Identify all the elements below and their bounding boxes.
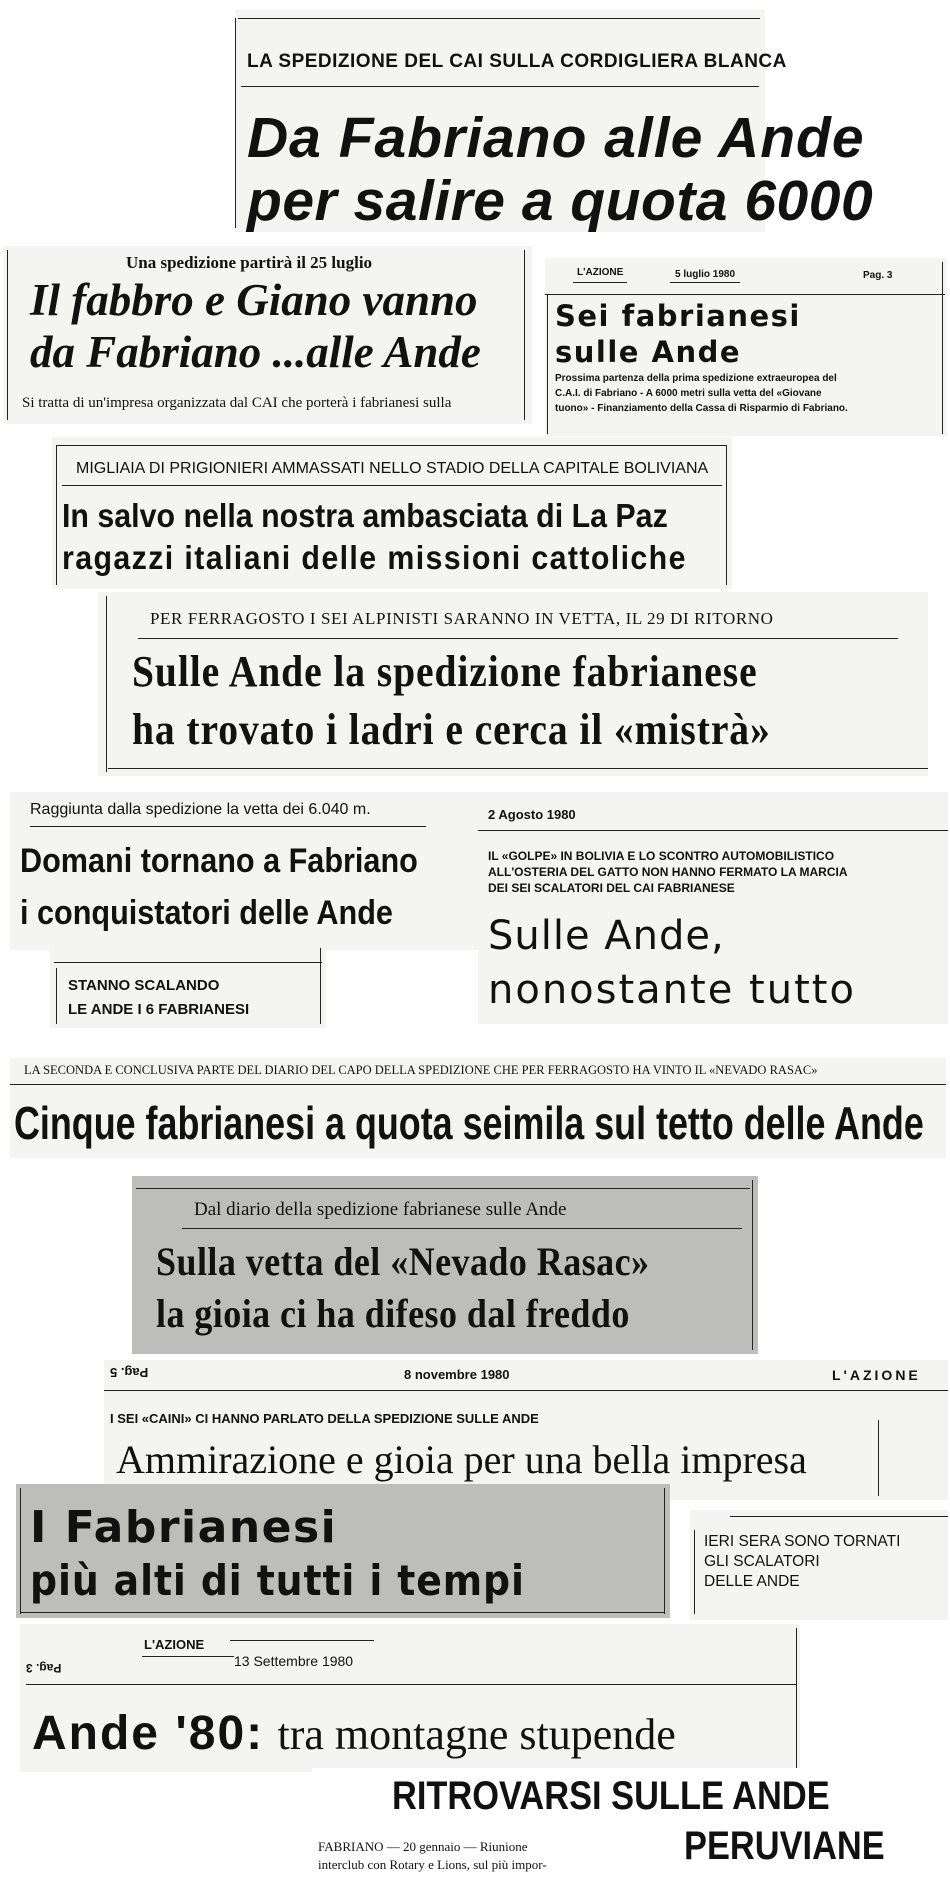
clipping-in-salvo-la-paz [52,437,732,589]
date: 5 luglio 1980 [675,269,736,280]
clipping-nevado-rasac [132,1176,758,1354]
top-rule [54,962,322,963]
body-text: Si tratta di un'impresa organizzata dal CAI che porterà i fabrianesi sulla [22,395,452,411]
headline-line-2: nonostante tutto [488,967,856,1013]
masthead-underline [142,1656,234,1657]
masthead: L'AZIONE [144,1637,205,1652]
body-line-2: C.A.I. di Fabriano - A 6000 metri sulla vetta del «Giovane [555,388,822,399]
headline-line-2: ragazzi italiani delle missioni cattoliche [62,539,687,576]
clipping-domani-tornano [10,792,478,950]
top-rule [730,1516,948,1517]
clipping-ritrovarsi [312,1768,932,1880]
date: 13 Settembre 1980 [234,1653,354,1669]
headline [32,1707,676,1760]
page-number: Pag. 3 [863,270,893,281]
headline-line-1: Il fabbro e Giano vanno [30,275,478,325]
kicker: LA SPEDIZIONE DEL CAI SULLA CORDIGLIERA BLANCA [247,51,787,72]
left-rule [56,968,57,1024]
headline: Cinque fabrianesi a quota seimila sul tetto delle Ande [14,1097,924,1149]
kicker-rule [182,1228,742,1229]
headline-line-2: più alti di tutti i tempi [30,1556,525,1605]
masthead: L'AZIONE [577,267,624,278]
bottom-rule [20,1612,664,1613]
left-rule [106,596,107,772]
headline-line-2: da Fabriano ...alle Ande [30,327,481,377]
body-line-3: tuono» - Finanziamento della Cassa di Risparmio di Fabriano. [555,403,848,414]
kicker-rule [138,638,898,639]
clipping-i-fabrianesi [16,1484,670,1618]
clipping-sei-fabrianesi [545,258,947,436]
headline-line-2: la gioia ci ha difeso dal freddo [156,1291,630,1336]
line-3: DELLE ANDE [704,1573,800,1590]
date: 2 Agosto 1980 [488,807,576,822]
top-rule [56,445,726,446]
clipping-ieri-sera [690,1510,948,1620]
kicker-line-3: DEI SEI SCALATORI DEL CAI FABRIANESE [488,881,735,895]
kicker: MIGLIAIA DI PRIGIONIERI AMMASSATI NELLO STADIO DELLA CAPITALE BOLIVIANA [76,460,709,477]
side-rule [7,250,8,420]
date: 8 novembre 1980 [404,1367,510,1382]
headline-line-2: ha trovato i ladri e cerca il «mistrà» [132,705,771,754]
page-number [26,1662,61,1674]
kicker: Dal diario della spedizione fabrianese sulle Ande [194,1199,567,1220]
right-rule [664,1488,665,1614]
masthead: L'AZIONE [832,1367,921,1383]
kicker-rule [241,86,759,87]
right-rule [878,1420,879,1496]
page-number-text: Pag. 3 [26,1661,62,1675]
headline-rest: tra montagne stupende [277,1710,676,1759]
right-rule [942,262,943,434]
line-1: STANNO SCALANDO [68,977,220,994]
right-rule [796,1628,797,1768]
headline-line-2: i conquistatori delle Ande [20,894,393,932]
clipping-il-fabbro-e-giano [4,246,532,424]
clipping-ammirazione-e-gioia [104,1360,948,1500]
page-number-text: Pag. 5 [110,1365,149,1380]
headline-line-1: RITROVARSI SULLE ANDE [392,1774,830,1818]
kicker: I SEI «CAINI» CI HANNO PARLATO DELLA SPEDIZIONE SULLE ANDE [110,1411,539,1426]
clipping-stanno-scalando [50,944,326,1028]
header-rule [545,294,945,295]
headline-line-1: Da Fabriano alle Ande [247,106,865,170]
bottom-rule [108,768,928,769]
header-rule [104,1390,948,1391]
masthead-underline [573,282,627,283]
header-rule [26,1684,796,1685]
kicker: Raggiunta dalla spedizione la vetta dei 6.040 m. [30,801,371,818]
headline-line-2: per salire a quota 6000 [247,169,874,233]
headline-line-1: I Fabrianesi [30,1502,338,1553]
headline-line-2: sulle Ande [555,335,742,369]
clipping-sulle-ande-ladri-mistra [98,592,928,776]
left-rule [547,294,548,434]
headline-bold: Ande '80: [32,1707,265,1760]
date-underline [230,1640,374,1641]
kicker: Una spedizione partirà il 25 luglio [126,253,373,272]
body-line-2: interclub con Rotary e Lions, sul più impor- [318,1857,547,1872]
kicker-rule [10,1084,946,1085]
headline-line-1: Domani tornano a Fabriano [20,842,418,880]
headline-line-1: Sulle Ande, [488,913,725,959]
kicker: PER FERRAGOSTO I SEI ALPINISTI SARANNO IN VETTA, IL 29 DI RITORNO [150,609,774,628]
line-2: LE ANDE I 6 FABRIANESI [68,1001,250,1018]
headline-line-1: In salvo nella nostra ambasciata di La Paz [62,497,668,534]
side-rule [235,18,236,228]
top-rule [238,18,760,19]
top-rule [136,1188,750,1189]
headline-line-2: PERUVIANE [684,1824,885,1868]
kicker-line-1: IL «GOLPE» IN BOLIVIA E LO SCONTRO AUTOMOBILISTICO [488,849,835,863]
clipping-cinque-fabrianesi [10,1058,946,1158]
right-rule [726,445,727,585]
clipping-da-fabriano-alle-ande [235,10,874,233]
clipping-ande-80 [20,1624,800,1772]
clipping-sulle-ande-nonostante-tutto [478,792,948,1024]
line-2: GLI SCALATORI [704,1553,820,1570]
left-rule [56,445,57,585]
page-number [110,1366,148,1379]
right-rule [752,1180,753,1350]
right-rule [524,250,525,420]
date-rule [478,830,948,831]
left-rule [694,1530,695,1614]
left-rule [20,1488,21,1614]
headline-line-1: Sulla vetta del «Nevado Rasac» [156,1239,650,1284]
headline-line-1: Sei fabrianesi [555,299,801,333]
body-line-1: FABRIANO — 20 gennaio — Riunione [318,1839,528,1854]
kicker-rule [30,826,426,827]
kicker-line-2: ALL'OSTERIA DEL GATTO NON HANNO FERMATO LA MARCIA [488,865,848,879]
line-1: IERI SERA SONO TORNATI [704,1533,901,1550]
kicker-rule [62,485,722,486]
headline-line-1: Sulle Ande la spedizione fabrianese [132,647,758,696]
body-line-1: Prossima partenza della prima spedizione extraeuropea del [555,373,837,384]
kicker: LA SECONDA E CONCLUSIVA PARTE DEL DIARIO DEL CAPO DELLA SPEDIZIONE CHE PER FERRAGOSTO HA VINTO IL «NEVADO RASAC» [24,1063,818,1077]
date-underline [670,282,740,283]
right-rule [320,948,321,1024]
headline: Ammirazione e gioia per una bella impresa [116,1437,807,1482]
